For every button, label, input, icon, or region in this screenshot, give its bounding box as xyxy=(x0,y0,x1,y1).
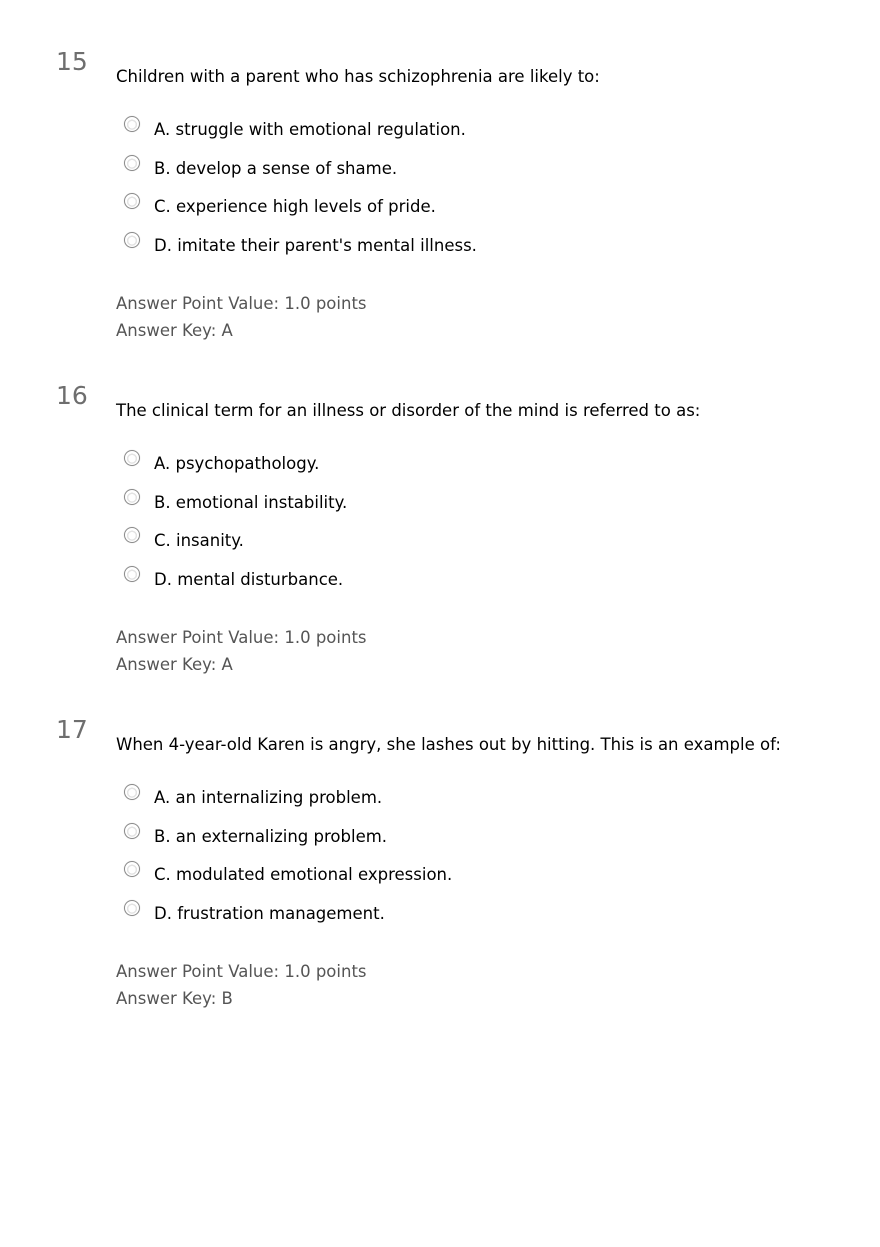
option-label: D. mental disturbance. xyxy=(154,569,344,589)
radio-button-icon[interactable] xyxy=(124,489,140,505)
question-number: 16 xyxy=(56,381,88,410)
answer-key: Answer Key: A xyxy=(116,655,233,674)
answer-point-value: Answer Point Value: 1.0 points xyxy=(116,294,367,313)
option-label: B. develop a sense of shame. xyxy=(154,158,398,178)
radio-button-icon[interactable] xyxy=(124,116,140,132)
radio-button-icon[interactable] xyxy=(124,900,140,916)
option-label: D. frustration management. xyxy=(154,903,385,923)
radio-button-icon[interactable] xyxy=(124,861,140,877)
question-number: 15 xyxy=(56,47,88,76)
option-label: B. an externalizing problem. xyxy=(154,826,388,846)
option-label: D. imitate their parent's mental illness. xyxy=(154,235,477,255)
question-text: Children with a parent who has schizophrenia are likely to: xyxy=(116,67,600,86)
option-label: C. experience high levels of pride. xyxy=(154,197,436,216)
question-number: 17 xyxy=(56,715,88,744)
option-label: C. modulated emotional expression. xyxy=(154,865,453,884)
radio-button-icon[interactable] xyxy=(124,784,140,800)
radio-button-icon[interactable] xyxy=(124,823,140,839)
radio-button-icon[interactable] xyxy=(124,527,140,543)
option-label: A. an internalizing problem. xyxy=(154,788,383,807)
answer-point-value: Answer Point Value: 1.0 points xyxy=(116,628,367,647)
option-label: C. insanity. xyxy=(154,531,244,550)
radio-button-icon[interactable] xyxy=(124,193,140,209)
answer-key: Answer Key: A xyxy=(116,321,233,340)
option-label: A. struggle with emotional regulation. xyxy=(154,120,466,139)
option-label: B. emotional instability. xyxy=(154,492,348,512)
question-text: When 4-year-old Karen is angry, she lashes out by hitting. This is an example of: xyxy=(116,735,781,754)
answer-key: Answer Key: B xyxy=(116,989,233,1008)
question-text: The clinical term for an illness or disorder of the mind is referred to as: xyxy=(116,401,701,420)
radio-button-icon[interactable] xyxy=(124,450,140,466)
option-label: A. psychopathology. xyxy=(154,454,320,473)
radio-button-icon[interactable] xyxy=(124,155,140,171)
radio-button-icon[interactable] xyxy=(124,232,140,248)
radio-button-icon[interactable] xyxy=(124,566,140,582)
answer-point-value: Answer Point Value: 1.0 points xyxy=(116,962,367,981)
